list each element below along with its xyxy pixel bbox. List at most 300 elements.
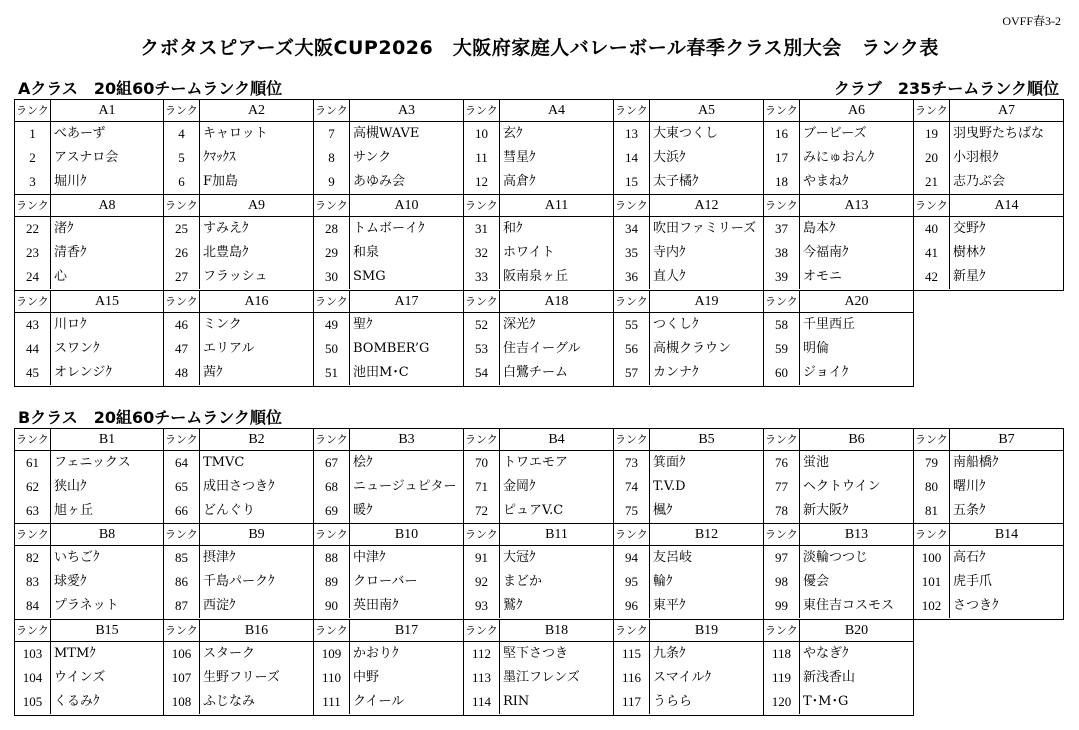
rank-column-label: ランク <box>614 195 650 216</box>
group-header <box>15 429 163 451</box>
team-rank: 102 <box>914 594 950 618</box>
team-row <box>914 451 1063 475</box>
group-block <box>764 524 914 620</box>
team-name: 大冠ｸ <box>503 550 536 565</box>
group-block <box>314 524 464 620</box>
team-row <box>164 594 313 618</box>
group-header <box>464 100 613 122</box>
team-rank: 70 <box>464 451 500 475</box>
section-b-heading: Bクラス 20組60チームランク順位 <box>18 408 282 427</box>
group-block <box>764 99 914 195</box>
group-header <box>15 524 163 546</box>
team-name: どんぐり <box>203 503 256 518</box>
group-name: B8 <box>98 527 116 542</box>
team-row <box>464 170 613 194</box>
team-name: 高石ｸ <box>953 550 986 565</box>
team-rank: 20 <box>914 146 950 170</box>
group-header <box>314 429 463 451</box>
team-rank: 51 <box>314 361 350 385</box>
group-row <box>14 195 1064 291</box>
team-row <box>314 570 463 594</box>
group-header <box>164 524 313 546</box>
group-name: B2 <box>248 432 265 447</box>
team-row <box>164 146 313 170</box>
group-header <box>614 620 763 642</box>
rank-column-label: ランク <box>614 524 650 545</box>
team-name: スマイルｸ <box>653 670 711 685</box>
team-rank: 101 <box>914 570 950 594</box>
team-name: 中津ｸ <box>353 550 386 565</box>
rank-column-label: ランク <box>164 429 200 450</box>
team-rank: 62 <box>15 475 51 499</box>
team-row <box>914 594 1063 618</box>
group-header <box>15 100 163 122</box>
team-name: 太子橘ｸ <box>653 174 699 189</box>
rank-column-label: ランク <box>764 195 800 216</box>
group-block <box>164 620 314 716</box>
team-rank: 91 <box>464 546 500 570</box>
rank-column-label: ランク <box>15 291 51 312</box>
group-name: A1 <box>98 103 116 118</box>
team-rank: 21 <box>914 170 950 194</box>
group-header <box>314 620 463 642</box>
group-block <box>14 99 164 195</box>
team-name: 羽曳野たちばな <box>953 126 1045 141</box>
team-rank: 49 <box>314 313 350 337</box>
team-rank: 97 <box>764 546 800 570</box>
team-row <box>164 690 313 714</box>
team-name: 千里西丘 <box>803 317 856 332</box>
team-row <box>614 642 763 666</box>
team-rank: 63 <box>15 499 51 523</box>
team-rank: 113 <box>464 666 500 690</box>
rank-column-label: ランク <box>464 195 500 216</box>
team-row <box>464 570 613 594</box>
team-rank: 69 <box>314 499 350 523</box>
team-row <box>464 546 613 570</box>
team-row <box>15 265 163 289</box>
team-name: スワンｸ <box>54 341 100 356</box>
rank-column-label: ランク <box>15 195 51 216</box>
team-rank: 109 <box>314 642 350 666</box>
group-block <box>464 99 614 195</box>
group-block <box>914 428 1064 524</box>
section-a-heading: Aクラス 20組60チームランク順位 <box>18 79 283 98</box>
team-row <box>764 122 913 146</box>
rank-column-label: ランク <box>764 100 800 121</box>
group-header <box>164 620 313 642</box>
team-name: TMVC <box>203 455 245 470</box>
team-rank: 17 <box>764 146 800 170</box>
team-row <box>314 265 463 289</box>
team-name: 大東つくし <box>653 126 719 141</box>
group-header <box>464 291 613 313</box>
team-rank: 81 <box>914 499 950 523</box>
rank-column-label: ランク <box>15 429 51 450</box>
group-name: A13 <box>844 198 869 213</box>
team-name: 輪ｸ <box>653 574 673 589</box>
team-row <box>764 451 913 475</box>
team-name: クイール <box>353 694 405 709</box>
group-header <box>464 195 613 217</box>
group-header <box>614 524 763 546</box>
group-name: A11 <box>544 198 569 213</box>
group-block <box>914 99 1064 195</box>
team-rank: 90 <box>314 594 350 618</box>
team-row <box>314 499 463 523</box>
team-rank: 4 <box>164 122 200 146</box>
team-row <box>164 337 313 361</box>
team-row <box>764 361 913 385</box>
team-row <box>15 122 163 146</box>
team-name: 南船橋ｸ <box>953 455 999 470</box>
team-name: オレンジｸ <box>54 365 112 380</box>
team-rank: 64 <box>164 451 200 475</box>
team-name: やまねｸ <box>803 174 849 189</box>
team-rank: 35 <box>614 241 650 265</box>
group-block <box>314 195 464 291</box>
team-rank: 50 <box>314 337 350 361</box>
team-name: 墨江フレンズ <box>503 670 580 685</box>
team-name: 旭ヶ丘 <box>54 503 94 518</box>
group-row <box>14 291 1064 387</box>
team-row <box>15 451 163 475</box>
team-name: 球愛ｸ <box>54 574 87 589</box>
group-name: B5 <box>698 432 715 447</box>
team-row <box>614 146 763 170</box>
team-rank: 95 <box>614 570 650 594</box>
team-rank: 25 <box>164 217 200 241</box>
rank-column-label: ランク <box>164 291 200 312</box>
group-block <box>614 620 764 716</box>
team-rank: 110 <box>314 666 350 690</box>
group-name: A6 <box>847 103 866 118</box>
team-row <box>164 265 313 289</box>
team-rank: 71 <box>464 475 500 499</box>
team-rank: 53 <box>464 337 500 361</box>
team-rank: 9 <box>314 170 350 194</box>
rank-column-label: ランク <box>614 100 650 121</box>
team-name: 友呂岐 <box>653 550 693 565</box>
team-rank: 88 <box>314 546 350 570</box>
team-name: 暖ｸ <box>353 503 373 518</box>
team-rank: 80 <box>914 475 950 499</box>
group-header <box>164 195 313 217</box>
team-rank: 23 <box>15 241 51 265</box>
team-row <box>464 594 613 618</box>
team-row <box>614 313 763 337</box>
team-name: オモニ <box>803 269 843 284</box>
team-row <box>764 475 913 499</box>
team-row <box>164 475 313 499</box>
team-row <box>764 546 913 570</box>
team-row <box>614 241 763 265</box>
team-row <box>764 570 913 594</box>
team-row <box>464 146 613 170</box>
team-name: 虎手爪 <box>953 574 993 589</box>
team-row <box>164 217 313 241</box>
team-name: 金岡ｸ <box>503 479 536 494</box>
team-name: T･M･G <box>803 694 849 709</box>
team-name: 和泉 <box>353 245 380 260</box>
group-block <box>614 195 764 291</box>
team-row <box>764 146 913 170</box>
team-name: ピュアV.C <box>503 503 564 518</box>
group-header <box>764 524 913 546</box>
team-name: ホワイト <box>503 245 555 260</box>
team-row <box>464 690 613 714</box>
team-name: 箕面ｸ <box>653 455 686 470</box>
team-row <box>15 642 163 666</box>
team-rank: 94 <box>614 546 650 570</box>
team-rank: 59 <box>764 337 800 361</box>
rank-column-label: ランク <box>914 195 950 216</box>
group-name: B12 <box>694 527 719 542</box>
team-rank: 5 <box>164 146 200 170</box>
team-name: べあーず <box>54 126 106 141</box>
team-name: 鷲ｸ <box>503 598 523 613</box>
team-rank: 19 <box>914 122 950 146</box>
group-name: B4 <box>548 432 565 447</box>
team-name: ふじなみ <box>203 694 256 709</box>
team-rank: 15 <box>614 170 650 194</box>
team-rank: 68 <box>314 475 350 499</box>
team-row <box>764 642 913 666</box>
team-row <box>314 546 463 570</box>
group-name: A20 <box>844 294 869 309</box>
team-row <box>15 170 163 194</box>
group-header <box>15 195 163 217</box>
group-header <box>764 291 913 313</box>
group-name: A19 <box>694 294 719 309</box>
team-row <box>614 337 763 361</box>
team-rank: 44 <box>15 337 51 361</box>
team-name: 新星ｸ <box>953 269 986 284</box>
team-name: エリアル <box>203 341 255 356</box>
team-rank: 86 <box>164 570 200 594</box>
group-name: B16 <box>244 623 269 638</box>
group-header <box>764 620 913 642</box>
group-block <box>314 291 464 387</box>
team-name: 五条ｸ <box>953 503 986 518</box>
team-name: 志乃ぶ会 <box>953 174 1006 189</box>
team-row <box>15 146 163 170</box>
team-rank: 99 <box>764 594 800 618</box>
team-row <box>464 642 613 666</box>
team-name: 深光ｸ <box>503 317 536 332</box>
group-header <box>464 620 613 642</box>
team-row <box>614 690 763 714</box>
group-row <box>14 524 1064 620</box>
group-name: B14 <box>994 527 1019 542</box>
group-header <box>764 100 913 122</box>
team-row <box>464 475 613 499</box>
team-name: 淡輪つつじ <box>803 550 869 565</box>
team-rank: 12 <box>464 170 500 194</box>
team-name: いちごｸ <box>54 550 100 565</box>
group-header <box>314 524 463 546</box>
team-rank: 118 <box>764 642 800 666</box>
team-rank: 115 <box>614 642 650 666</box>
team-rank: 65 <box>164 475 200 499</box>
team-name: 新大阪ｸ <box>803 503 849 518</box>
team-rank: 117 <box>614 690 650 714</box>
team-rank: 43 <box>15 313 51 337</box>
group-name: B20 <box>844 623 869 638</box>
team-rank: 66 <box>164 499 200 523</box>
group-name: B13 <box>844 527 869 542</box>
team-name: 高槻クラウン <box>653 341 732 356</box>
group-block <box>464 524 614 620</box>
team-row <box>914 241 1063 265</box>
team-row <box>914 122 1063 146</box>
team-row <box>914 570 1063 594</box>
team-rank: 52 <box>464 313 500 337</box>
team-rank: 57 <box>614 361 650 385</box>
rank-column-label: ランク <box>314 195 350 216</box>
team-name: くるみｸ <box>54 694 100 709</box>
team-row <box>614 546 763 570</box>
team-rank: 36 <box>614 265 650 289</box>
group-block <box>164 524 314 620</box>
team-row <box>314 451 463 475</box>
team-row <box>164 451 313 475</box>
team-name: ウインズ <box>54 670 106 685</box>
team-rank: 73 <box>614 451 650 475</box>
group-block <box>764 195 914 291</box>
team-rank: 79 <box>914 451 950 475</box>
team-row <box>464 265 613 289</box>
club-heading: クラブ 235チームランク順位 <box>833 79 1059 98</box>
team-row <box>15 241 163 265</box>
group-name: A10 <box>394 198 419 213</box>
group-block <box>314 428 464 524</box>
team-row <box>464 337 613 361</box>
team-rank: 13 <box>614 122 650 146</box>
group-header <box>464 429 613 451</box>
team-rank: 87 <box>164 594 200 618</box>
team-row <box>15 570 163 594</box>
team-row <box>614 475 763 499</box>
team-row <box>764 337 913 361</box>
team-row <box>764 241 913 265</box>
team-name: 桧ｸ <box>353 455 373 470</box>
team-name: 白鷺チーム <box>503 365 569 380</box>
group-name: A7 <box>997 103 1016 118</box>
team-row <box>764 666 913 690</box>
team-rank: 8 <box>314 146 350 170</box>
rank-column-label: ランク <box>15 100 51 121</box>
team-name: みにゅおんｸ <box>803 150 875 165</box>
team-row <box>914 170 1063 194</box>
team-rank: 11 <box>464 146 500 170</box>
group-name: A4 <box>547 103 566 118</box>
team-name: 曙川ｸ <box>953 479 986 494</box>
group-header <box>15 620 163 642</box>
team-rank: 45 <box>15 361 51 385</box>
group-name: B19 <box>694 623 719 638</box>
group-header <box>914 100 1063 122</box>
team-rank: 30 <box>314 265 350 289</box>
group-header <box>914 429 1063 451</box>
team-name: クローバー <box>353 574 418 589</box>
team-name: フラッシュ <box>203 269 268 284</box>
team-name: 聖ｸ <box>353 317 373 332</box>
team-name: 大浜ｸ <box>653 150 686 165</box>
team-rank: 38 <box>764 241 800 265</box>
team-rank: 106 <box>164 642 200 666</box>
group-name: B18 <box>544 623 569 638</box>
team-name: 優会 <box>803 574 830 589</box>
group-block <box>14 195 164 291</box>
group-header <box>314 195 463 217</box>
team-name: トムボーイｸ <box>353 221 425 236</box>
team-name: RIN <box>503 694 530 709</box>
team-row <box>164 642 313 666</box>
team-name: かおりｸ <box>353 646 399 661</box>
rank-column-label: ランク <box>314 291 350 312</box>
team-row <box>314 690 463 714</box>
team-row <box>314 594 463 618</box>
group-block <box>164 99 314 195</box>
team-rank: 55 <box>614 313 650 337</box>
rank-column-label: ランク <box>464 524 500 545</box>
team-rank: 60 <box>764 361 800 385</box>
rank-column-label: ランク <box>464 620 500 641</box>
team-row <box>164 499 313 523</box>
team-row <box>614 217 763 241</box>
group-block <box>614 524 764 620</box>
rank-column-label: ランク <box>164 100 200 121</box>
group-header <box>914 524 1063 546</box>
team-name: 直人ｸ <box>653 269 686 284</box>
group-name: B9 <box>248 527 265 542</box>
rank-column-label: ランク <box>614 291 650 312</box>
rank-column-label: ランク <box>914 429 950 450</box>
team-row <box>614 122 763 146</box>
group-name: B10 <box>394 527 419 542</box>
team-row <box>464 217 613 241</box>
team-row <box>764 313 913 337</box>
team-name: プラネット <box>54 598 119 613</box>
team-name: 樹林ｸ <box>953 245 986 260</box>
group-name: A2 <box>247 103 266 118</box>
group-header <box>614 429 763 451</box>
team-rank: 48 <box>164 361 200 385</box>
team-rank: 84 <box>15 594 51 618</box>
group-block <box>764 620 914 716</box>
team-row <box>764 217 913 241</box>
team-rank: 7 <box>314 122 350 146</box>
team-rank: 24 <box>15 265 51 289</box>
team-name: 西淀ｸ <box>203 598 236 613</box>
team-rank: 61 <box>15 451 51 475</box>
team-name: 高倉ｸ <box>503 174 536 189</box>
team-name: 高槻WAVE <box>353 126 420 141</box>
group-name: A17 <box>394 294 419 309</box>
team-rank: 2 <box>15 146 51 170</box>
team-name: 寺内ｸ <box>653 245 686 260</box>
team-name: まどか <box>503 574 543 589</box>
group-header <box>314 291 463 313</box>
team-row <box>464 313 613 337</box>
group-header <box>164 100 313 122</box>
team-row <box>314 475 463 499</box>
team-row <box>464 241 613 265</box>
rank-column-label: ランク <box>15 524 51 545</box>
team-row <box>914 265 1063 289</box>
group-name: B15 <box>95 623 119 638</box>
